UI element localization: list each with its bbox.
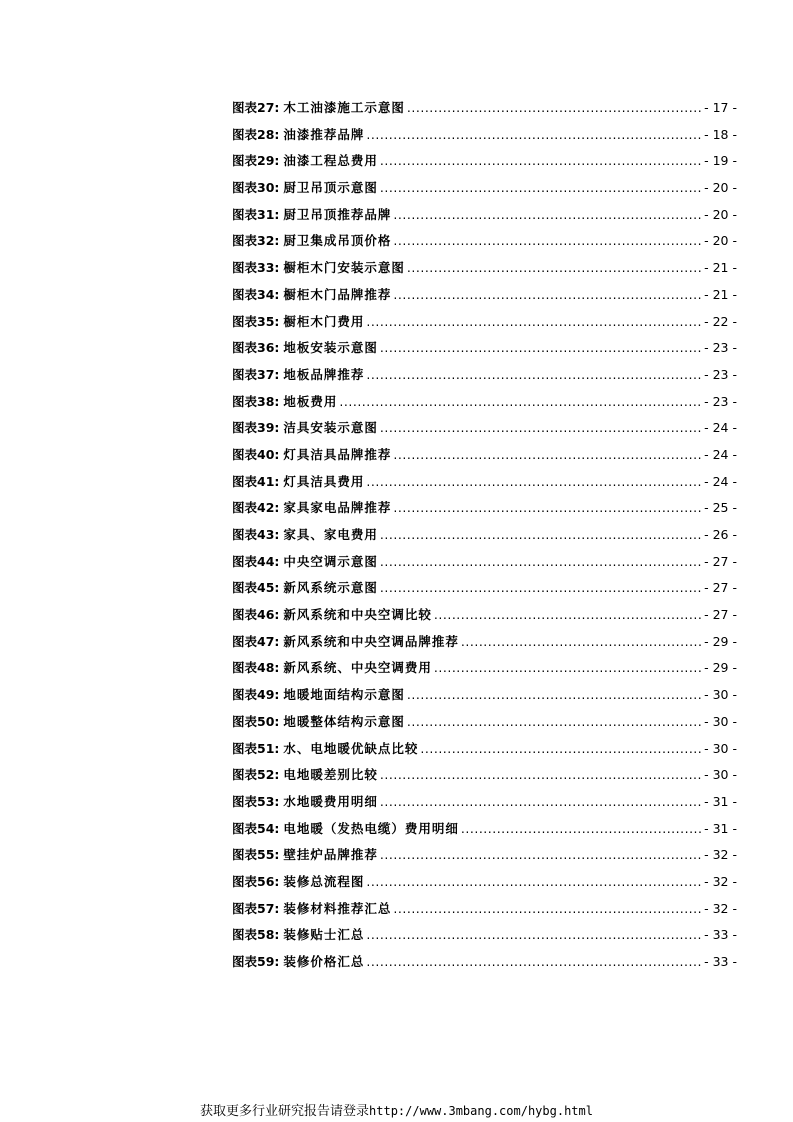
dot-leader xyxy=(380,580,702,595)
toc-entry-title: 地暖整体结构示意图 xyxy=(283,713,405,729)
table-of-figures xyxy=(232,98,737,979)
toc-entry-page: - 19 - xyxy=(704,153,737,169)
dot-leader xyxy=(366,874,702,889)
dot-leader xyxy=(420,741,702,756)
toc-entry-title: 家具家电品牌推荐 xyxy=(283,500,392,516)
toc-entry-page: - 26 - xyxy=(704,527,737,542)
toc-entry-label: 图表42: xyxy=(232,500,280,516)
toc-entry-title: 新风系统和中央空调品牌推荐 xyxy=(283,633,459,649)
toc-entry-title: 洁具安装示意图 xyxy=(283,420,378,436)
toc-entry-label: 图表59: xyxy=(232,954,280,969)
dot-leader xyxy=(407,100,702,115)
toc-entry-title: 灯具洁具品牌推荐 xyxy=(283,446,392,462)
toc-entry[interactable] xyxy=(232,312,737,339)
toc-entry-label: 图表40: xyxy=(232,446,280,462)
toc-entry-label: 图表54: xyxy=(232,820,280,836)
toc-entry-page: - 23 - xyxy=(704,340,737,356)
toc-entry[interactable] xyxy=(232,258,737,285)
toc-entry-page: - 20 - xyxy=(704,233,737,249)
toc-entry[interactable] xyxy=(232,632,737,659)
toc-entry-title: 厨卫集成吊顶价格 xyxy=(283,233,392,249)
toc-entry[interactable] xyxy=(232,178,737,205)
toc-entry[interactable] xyxy=(232,578,737,605)
dot-leader xyxy=(380,340,702,355)
toc-entry-label: 图表27: xyxy=(232,100,280,115)
dot-leader xyxy=(461,821,702,836)
toc-entry[interactable] xyxy=(232,792,737,819)
toc-entry[interactable] xyxy=(232,712,737,739)
toc-entry-page: - 20 - xyxy=(704,206,737,222)
toc-entry-page: - 29 - xyxy=(704,660,737,676)
toc-entry-title: 装修总流程图 xyxy=(283,873,365,889)
toc-entry[interactable] xyxy=(232,925,737,952)
toc-entry-page: - 31 - xyxy=(704,793,737,809)
toc-entry-title: 木工油漆施工示意图 xyxy=(283,100,405,115)
toc-entry[interactable] xyxy=(232,658,737,685)
toc-entry-label: 图表44: xyxy=(232,553,280,569)
toc-entry-label: 图表37: xyxy=(232,366,280,382)
toc-entry-title: 地板安装示意图 xyxy=(283,340,378,356)
toc-entry[interactable] xyxy=(232,498,737,525)
dot-leader xyxy=(434,660,702,675)
toc-entry-label: 图表43: xyxy=(232,527,280,542)
dot-leader xyxy=(407,260,702,275)
toc-entry[interactable] xyxy=(232,285,737,312)
toc-entry-page: - 33 - xyxy=(704,927,737,943)
toc-entry-label: 图表53: xyxy=(232,793,280,809)
toc-entry-label: 图表50: xyxy=(232,713,280,729)
toc-entry-label: 图表36: xyxy=(232,340,280,356)
toc-entry-page: - 24 - xyxy=(704,420,737,436)
dot-leader xyxy=(434,607,702,622)
toc-entry-page: - 20 - xyxy=(704,180,737,196)
toc-entry-title: 橱柜木门费用 xyxy=(283,313,365,329)
toc-entry-page: - 18 - xyxy=(704,126,737,142)
toc-entry[interactable] xyxy=(232,739,737,766)
footer-link[interactable]: http://www.3mbang.com/hybg.html xyxy=(369,1104,593,1118)
toc-entry-label: 图表28: xyxy=(232,126,280,142)
toc-entry-page: - 30 - xyxy=(704,767,737,783)
dot-leader xyxy=(393,500,702,515)
toc-entry-page: - 21 - xyxy=(704,286,737,302)
toc-entry-title: 橱柜木门安装示意图 xyxy=(283,260,405,276)
toc-entry[interactable] xyxy=(232,418,737,445)
toc-entry-label: 图表33: xyxy=(232,260,280,276)
toc-entry-title: 油漆推荐品牌 xyxy=(283,126,365,142)
dot-leader xyxy=(380,767,702,782)
toc-entry[interactable] xyxy=(232,445,737,472)
toc-entry[interactable] xyxy=(232,125,737,152)
toc-entry-title: 装修价格汇总 xyxy=(283,954,365,969)
toc-entry-label: 图表30: xyxy=(232,180,280,196)
toc-entry-title: 中央空调示意图 xyxy=(283,553,378,569)
dot-leader xyxy=(393,287,702,302)
toc-entry-label: 图表48: xyxy=(232,660,280,676)
dot-leader xyxy=(407,687,702,702)
toc-entry-label: 图表38: xyxy=(232,393,280,409)
toc-entry-label: 图表46: xyxy=(232,607,280,623)
toc-entry-title: 橱柜木门品牌推荐 xyxy=(283,286,392,302)
dot-leader xyxy=(380,153,702,168)
dot-leader xyxy=(393,901,702,916)
toc-entry-title: 装修贴士汇总 xyxy=(283,927,365,943)
dot-leader xyxy=(393,233,702,248)
toc-entry-page: - 27 - xyxy=(704,553,737,569)
toc-entry-page: - 21 - xyxy=(704,260,737,276)
toc-entry-page: - 22 - xyxy=(704,313,737,329)
toc-entry-title: 电地暖（发热电缆）费用明细 xyxy=(283,820,459,836)
dot-leader xyxy=(366,127,702,142)
toc-entry-title: 厨卫吊顶示意图 xyxy=(283,180,378,196)
toc-entry-title: 电地暖差别比较 xyxy=(283,767,378,783)
toc-entry-label: 图表45: xyxy=(232,580,280,596)
toc-entry-label: 图表56: xyxy=(232,873,280,889)
toc-entry-page: - 27 - xyxy=(704,607,737,623)
toc-entry-title: 家具、家电费用 xyxy=(283,527,378,542)
footer-text: 获取更多行业研究报告请登录 xyxy=(200,1104,370,1119)
toc-entry[interactable] xyxy=(232,392,737,419)
dot-leader xyxy=(380,794,702,809)
toc-entry-title: 新风系统、中央空调费用 xyxy=(283,660,432,676)
toc-entry-title: 装修材料推荐汇总 xyxy=(283,900,392,916)
dot-leader xyxy=(366,474,702,489)
dot-leader xyxy=(380,847,702,862)
toc-entry-page: - 32 - xyxy=(704,847,737,863)
toc-entry-label: 图表47: xyxy=(232,633,280,649)
toc-entry-label: 图表29: xyxy=(232,153,280,169)
toc-entry-page: - 32 - xyxy=(704,900,737,916)
toc-entry-page: - 24 - xyxy=(704,473,737,489)
dot-leader xyxy=(407,714,702,729)
toc-entry[interactable] xyxy=(232,899,737,926)
dot-leader xyxy=(380,527,702,542)
toc-entry-title: 厨卫吊顶推荐品牌 xyxy=(283,206,392,222)
toc-entry-page: - 24 - xyxy=(704,446,737,462)
toc-entry[interactable] xyxy=(232,552,737,579)
toc-entry[interactable] xyxy=(232,605,737,632)
dot-leader xyxy=(380,420,702,435)
dot-leader xyxy=(366,954,702,969)
toc-entry[interactable] xyxy=(232,98,737,125)
toc-entry[interactable] xyxy=(232,205,737,232)
toc-entry[interactable] xyxy=(232,525,737,552)
dot-leader xyxy=(339,394,702,409)
toc-entry-label: 图表31: xyxy=(232,206,280,222)
toc-entry[interactable] xyxy=(232,845,737,872)
toc-entry[interactable] xyxy=(232,685,737,712)
dot-leader xyxy=(366,314,702,329)
toc-entry[interactable] xyxy=(232,338,737,365)
dot-leader xyxy=(380,554,702,569)
toc-entry-label: 图表55: xyxy=(232,847,280,863)
dot-leader xyxy=(393,447,702,462)
toc-entry-label: 图表32: xyxy=(232,233,280,249)
toc-entry-page: - 30 - xyxy=(704,740,737,756)
toc-entry[interactable] xyxy=(232,231,737,258)
toc-entry-label: 图表51: xyxy=(232,740,280,756)
toc-entry-title: 水地暖费用明细 xyxy=(283,793,378,809)
toc-entry[interactable] xyxy=(232,952,737,979)
toc-entry-label: 图表39: xyxy=(232,420,280,436)
toc-entry-page: - 23 - xyxy=(704,393,737,409)
toc-entry-label: 图表35: xyxy=(232,313,280,329)
toc-entry-title: 新风系统和中央空调比较 xyxy=(283,607,432,623)
toc-entry-title: 地暖地面结构示意图 xyxy=(283,687,405,703)
toc-entry-page: - 30 - xyxy=(704,713,737,729)
toc-entry-title: 地板品牌推荐 xyxy=(283,366,365,382)
toc-entry-page: - 29 - xyxy=(704,633,737,649)
dot-leader xyxy=(366,367,702,382)
toc-entry-title: 地板费用 xyxy=(283,393,338,409)
dot-leader xyxy=(393,207,702,222)
toc-entry-page: - 25 - xyxy=(704,500,737,516)
toc-entry-page: - 31 - xyxy=(704,820,737,836)
toc-entry-page: - 27 - xyxy=(704,580,737,596)
toc-entry[interactable] xyxy=(232,765,737,792)
toc-entry[interactable] xyxy=(232,472,737,499)
toc-entry-title: 新风系统示意图 xyxy=(283,580,378,596)
toc-entry-label: 图表52: xyxy=(232,767,280,783)
toc-entry-label: 图表49: xyxy=(232,687,280,703)
toc-entry-page: - 32 - xyxy=(704,873,737,889)
toc-entry-label: 图表57: xyxy=(232,900,280,916)
dot-leader xyxy=(380,180,702,195)
toc-entry-title: 水、电地暖优缺点比较 xyxy=(283,740,419,756)
toc-entry[interactable] xyxy=(232,151,737,178)
toc-entry[interactable] xyxy=(232,819,737,846)
toc-entry[interactable] xyxy=(232,365,737,392)
toc-entry[interactable] xyxy=(232,872,737,899)
toc-entry-title: 壁挂炉品牌推荐 xyxy=(283,847,378,863)
toc-entry-page: - 23 - xyxy=(704,366,737,382)
dot-leader xyxy=(461,634,702,649)
toc-entry-title: 灯具洁具费用 xyxy=(283,473,365,489)
toc-entry-title: 油漆工程总费用 xyxy=(283,153,378,169)
toc-entry-page: - 33 - xyxy=(704,954,737,969)
toc-entry-page: - 30 - xyxy=(704,687,737,703)
toc-entry-label: 图表34: xyxy=(232,286,280,302)
footer xyxy=(0,1100,793,1119)
dot-leader xyxy=(366,927,702,942)
toc-entry-page: - 17 - xyxy=(704,100,737,115)
toc-entry-label: 图表41: xyxy=(232,473,280,489)
toc-entry-label: 图表58: xyxy=(232,927,280,943)
